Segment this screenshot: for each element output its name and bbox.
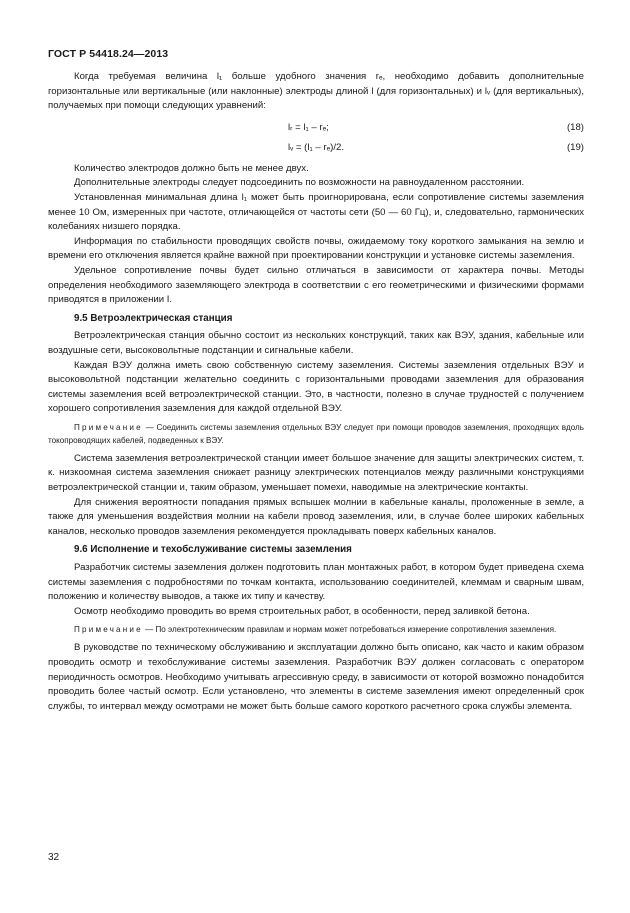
paragraph-soil-info: Информация по стабильности проводящих свойств почвы, ожидаемому току короткого замыкания на землю и времени его отключения является крайне важной при проектировании конструкции и установке системы заземления. [48,235,584,262]
paragraph-inspection: Осмотр необходимо проводить во время строительных работ, в особенности, перед заливкой бетона. [74,605,530,617]
formula-expression: lᵥ = (l₁ – rₑ)/2. [288,141,344,153]
standard-header: ГОСТ Р 54418.24—2013 [48,48,169,60]
paragraph-station-composition: Ветроэлектрическая станция обычно состоит из нескольких конструкций, таких как ВЭУ, здания, кабельные или воздушные сети, высоковольтные подстанции и сигнальные кабели. [48,330,584,356]
formula-19 [48,138,584,158]
paragraph-electrode-count: Количество электродов должно быть не менее двух. [74,162,309,174]
note-text: — По электротехническим правилам и нормам может потребоваться измерение сопротивления заземления. [142,625,557,635]
paragraph-min-length: Установленная минимальная длина l₁ может быть проигнорирована, если сопротивление системы заземления менее 10 Ом, измеренных при частоте, отличающейся от частоты сети (50 — 60 Гц), и, следовательно, гармонических колебаниях низшего порядка. [48,191,584,233]
page-number: 32 [48,852,60,863]
note-2 [48,623,584,636]
paragraph-installation-plan: Разработчик системы заземления должен подготовить план монтажных работ, в котором будет приведена схема системы заземления с подробностями по точкам контакта, использованию соединителей, клеммам и сварным швам, положению и количеству выводов, а также их типу и качеству. [48,562,584,603]
document-page [48,48,584,714]
formula-expression: lᵣ = l₁ – rₑ; [288,121,329,133]
paragraph-lightning: Для снижения вероятности попадания прямых вспышек молнии в кабельные каналы, проложенные в земле, а также для уменьшения воздействия молнии на кабели провод заземления, или, в случае более широких кабельных каналов, несколько проводов заземления рекомендуется прокладывать поверх кабельных каналов. [48,496,584,537]
paragraph-grounding-importance: Система заземления ветроэлектрической станции имеет большое значение для защиты электрических систем, т. к. низкоомная система заземления снижает разницу электрических потенциалов между различными конструкциями ветроэлектрической станции и, таким образом, уменьшает помехи, наводимые на электрические контакты. [48,452,584,494]
paragraph-soil-resistivity: Удельное сопротивление почвы будет сильно отличаться в зависимости от характера почвы. Методы определения необходимого заземляющего электрода в соответствии с его геометрическими и физическими формами приводятся в приложении I. [48,264,584,306]
section-heading-9-6: 9.6 Исполнение и техобслуживание системы заземления [74,544,352,556]
note-text: — Соединить системы заземления отдельных ВЭУ следует при помощи проводов заземления, проходящих вдоль токопроводящих кабелей, подведенных к ВЭУ. [48,422,584,445]
formula-number: (19) [566,141,584,153]
note-label: Примечание [74,422,143,432]
section-heading-9-5: 9.5 Ветроэлектрическая станция [74,312,233,324]
paragraph-maintenance-manual: В руководстве по техническому обслуживанию и эксплуатации должно быть описано, как часто и каким образом проводить осмотр и техобслуживание системы заземления. Разработчик ВЭУ должен согласовать с оператором периодичность осмотров. Необходимо учитывать агрессивную среду, в зависимости от которой возможно понадобится проводить более частый осмотр. Если установлено, что элементы в системе заземления имеют определенный срок службы, то интервал между осмотрами не может быть больше самого короткого расчетного срока службы элемента. [48,642,584,712]
paragraph-intro: Когда требуемая величина l₁ больше удобного значения rₑ, необходимо добавить дополнительные горизонтальные или вертикальные (или наклонные) электроды длиной l (для горизонтальных) и lᵥ (для вертикальных), получаемых при помощи следующих уравнений: [48,71,584,112]
note-1 [48,421,584,447]
note-label: Примечание [74,625,143,635]
formula-number: (18) [566,121,584,133]
formula-18 [48,118,584,138]
paragraph-electrode-spacing: Дополнительные электроды следует подсоединить по возможности на равноудаленном расстоянии. [74,177,525,189]
paragraph-own-grounding: Каждая ВЭУ должна иметь свою собственную систему заземления. Системы заземления отдельных ВЭУ и высоковольтной подстанции желательно соединить с горизонтальными проводами заземления для образования системы заземления всей ветроэлектрической станции. Это, в частности, полезно в случае трудностей с получением хорошего сопротивления заземления для каждой отдельной ВЭУ. [48,359,584,415]
